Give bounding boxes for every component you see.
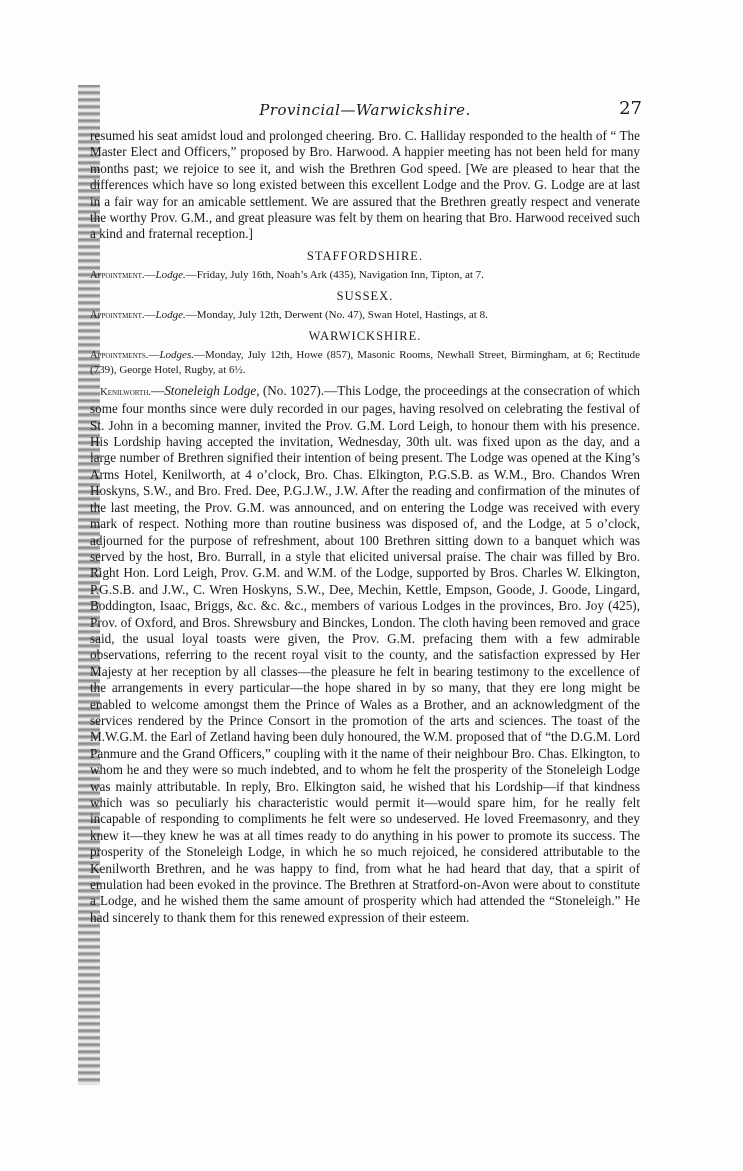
kenilworth-place: Kenilworth. xyxy=(100,386,151,398)
appointment-warwickshire: Appointments.—Lodges.—Monday, July 12th, Howe (857), Masonic Rooms, Newhall Street, Birmingham, at 6; Rectitude (739), George Hotel, Rugby, at 6½. xyxy=(90,348,640,376)
appointment-type: Lodges. xyxy=(159,348,194,361)
kenilworth-body: (No. 1027).—This Lodge, the proceedings at the consecration of which some four months since were duly recorded in our pages, having resolved on celebrating the festival of St. John in a becoming manner, invited the Prov. G.M. Lord Leigh, to honour them with his presence. His Lordship having accepted the invitation, Wednesday, 30th ult. was fixed upon as the day, and a large number of Brethren signified their intention of being present. The Lodge was opened at the King’s Arms Hotel, Kenilworth, at 4 o’clock, Bro. Chas. Elkington, P.G.S.B. as W.M., Bro. Chandos Wren Hoskyns, S.W., and Bro. Fred. Dee, P.G.J.W., J.W. After the reading and confirmation of the minutes of the last meeting, the Prov. G.M. was announced, and on entering the Lodge was received with every mark of respect. Nothing more than routine business was disposed of, and the Lodge, at 5 o’clock, adjourned for the purpose of refreshment, about 100 Brethren sitting down to a banquet which was served by the host, Bro. Burrall, in a style that elicited universal praise. The chair was filled by Bro. Right Hon. Lord Leigh, Prov. G.M. and W.M. of the Lodge, supported by Bros. Charles W. Elkington, P.G.S.B. and J.W., C. Wren Hoskyns, S.W., Dee, Mechin, Kettle, Empson, Goode, J. Goode, Lingard, Boddington, Isaac, Briggs, &c. &c. &c., members of various Lodges in the provinces, Bro. Joy (425), Prov. of Oxford, and Bros. Shrewsbury and Binckes, London. The cloth having been removed and grace said, the usual loyal toasts were given, the Prov. G.M. prefacing them with a few admirable observations, referring to the recent royal visit to the county, and the satisfaction expressed by Her Majesty at her reception by all classes—the pleasure he felt in bearing testimony to the excellence of the arrangements in every particular—the hope shared in by so many, that they ere long might be enabled to welcome amongst them the Prince of Wales as a Brother, and an acknowledgment of the services rendered by the Prince Consort in the promotion of the arts and sciences. The toast of the M.W.G.M. the Earl of Zetland having been duly honoured, the W.M. proposed that of “the D.G.M. Lord Panmure and the Grand Officers,” coupling with it the name of their neighbour Bro. Chas. Elkington, to whom he and they were so much indebted, and to whom he felt the prosperity of the Stoneleigh Lodge was mainly attributable. In reply, Bro. Elkington said, he wished that his Lordship—if that kindness which was so peculiarly his characteristic would permit it—would spare him, for he really felt incapable of responding to compliments he felt were so undeserved. He loved Freemasonry, and they knew it—they knew he was at all times ready to do anything in his power to promote its success. The prosperity of the Stoneleigh Lodge, in which he so much rejoiced, he considered attributable to the Kenilworth Brethren, and he was happy to find, from what he had heard that day, that a spirit of emulation had been evoked in the province. The Brethren at Stratford-on-Avon were about to constitute a Lodge, and he wished them the same amount of prosperity which had attended the “Stoneleigh.” He had sincerely to thank them for this renewed expression of their esteem. xyxy=(90,382,641,925)
kenilworth-paragraph: Kenilworth.—Stoneleigh Lodge, (No. 1027).—This Lodge, the proceedings at the consecration of which some four months since were duly recorded in our pages, having resolved on celebrating the festival of St. John in a becoming manner, invited the Prov. G.M. Lord Leigh, to honour them with his presence. His Lordship having accepted the invitation, Wednesday, 30th ult. was fixed upon as the day, and a large number of Brethren signified their intention of being present. The Lodge was opened at the King’s Arms Hotel, Kenilworth, at 4 o’clock, Bro. Chas. Elkington, P.G.S.B. as W.M., Bro. Chandos Wren Hoskyns, S.W., and Bro. Fred. Dee, P.G.J.W., J.W. After the reading and confirmation of the minutes of the last meeting, the Prov. G.M. was announced, and on entering the Lodge was received with every mark of respect. Nothing more than routine business was disposed of, and the Lodge, at 5 o’clock, adjourned for the purpose of refreshment, about 100 Brethren sitting down to a banquet which was served by the host, Bro. Burrall, in a style that elicited universal praise. The chair was filled by Bro. Right Hon. Lord Leigh, Prov. G.M. and W.M. of the Lodge, supported by Bros. Charles W. Elkington, P.G.S.B. and J.W., C. Wren Hoskyns, S.W., Dee, Mechin, Kettle, Empson, Goode, J. Goode, Lingard, Boddington, Isaac, Briggs, &c. &c. &c., members of various Lodges in the provinces, Bro. Joy (425), Prov. of Oxford, and Bros. Shrewsbury and Binckes, London. The cloth having been removed and grace said, the usual loyal toasts were given, the Prov. G.M. prefacing them with a few admirable observations, referring to the recent royal visit to the county, and the satisfaction expressed by Her Majesty at her reception by all classes—the pleasure he felt in bearing testimony to the excellence of the arrangements in every particular—the hope shared in by so many, that they ere long might be enabled to welcome amongst them the Prince of Wales as a Brother, and an acknowledgment of the services rendered by the Prince Consort in the promotion of the arts and sciences. The toast of the M.W.G.M. the Earl of Zetland having been duly honoured, the W.M. proposed that of “the D.G.M. Lord Panmure and the Grand Officers,” coupling with it the name of their neighbour Bro. Chas. Elkington, to whom he and they were so much indebted, and to whom he felt the prosperity of the Stoneleigh Lodge was mainly attributable. In reply, Bro. Elkington said, he wished that his Lordship—if that kindness which was so peculiarly his characteristic would permit it—would spare him, for he really felt incapable of responding to compliments he felt were so undeserved. He loved Freemasonry, and they knew it—they knew he was at all times ready to do anything in his power to promote its success. The prosperity of the Stoneleigh Lodge, in which he so much rejoiced, he considered attributable to the Kenilworth Brethren, and he was happy to find, from what he had heard that day, that a spirit of emulation had been evoked in the province. The Brethren at Stratford-on-Avon were about to constitute a Lodge, and he wished them the same amount of prosperity which had attended the “Stoneleigh.” He had sincerely to thank them for this renewed expression of their esteem. xyxy=(90,382,641,925)
page-number: 27 xyxy=(619,98,642,119)
running-title: Provincial—Warwickshire. xyxy=(259,101,471,119)
appointment-label: Appointment. xyxy=(90,309,145,321)
heading-sussex: SUSSEX. xyxy=(336,288,394,303)
appointment-label: Appointment. xyxy=(90,269,145,281)
intro-paragraph: resumed his seat amidst loud and prolonged cheering. Bro. C. Halliday responded to the health of “ The Master Elect and Officers,” proposed by Bro. Harwood. A happier meeting has not been held for many months past; we rejoice to see it, and wish the Brethren God speed. [We are pleased to hear that the differences which have so long existed between this excellent Lodge and the Prov. G. Lodge are at last in a fair way for an amicable settlement. We are assured that the Brethren greatly respect and venerate the worthy Prov. G.M., and great pleasure was felt by them on hearing that Bro. Harwood received such a kind and fraternal reception.] xyxy=(90,128,640,242)
heading-staffordshire: STAFFORDSHIRE. xyxy=(306,248,424,263)
appointment-sussex: Appointment.—Lodge.—Monday, July 12th, Derwent (No. 47), Swan Hotel, Hastings, at 8. xyxy=(90,308,488,321)
appointment-text: Monday, July 12th, Derwent (No. 47), Swan Hotel, Hastings, at 8. xyxy=(196,308,488,321)
appointment-label: Appointments. xyxy=(90,349,149,361)
appointment-text: Monday, July 12th, Howe (857), Masonic Rooms, Newhall Street, Birmingham, at 6; Rectitude (739), George Hotel, Rugby, at 6½. xyxy=(90,348,640,376)
text-column xyxy=(90,100,640,926)
appointment-staffordshire: Appointment.—Lodge.—Friday, July 16th, Noah’s Ark (435), Navigation Inn, Tipton, at 7. xyxy=(90,268,484,281)
heading-warwickshire: WARWICKSHIRE. xyxy=(308,328,422,343)
running-head xyxy=(90,100,640,128)
appointment-text: Friday, July 16th, Noah’s Ark (435), Navigation Inn, Tipton, at 7. xyxy=(196,268,484,281)
kenilworth-lodge: Stoneleigh Lodge, xyxy=(164,382,260,398)
appointment-type: Lodge. xyxy=(155,268,186,281)
appointment-type: Lodge. xyxy=(155,308,186,321)
